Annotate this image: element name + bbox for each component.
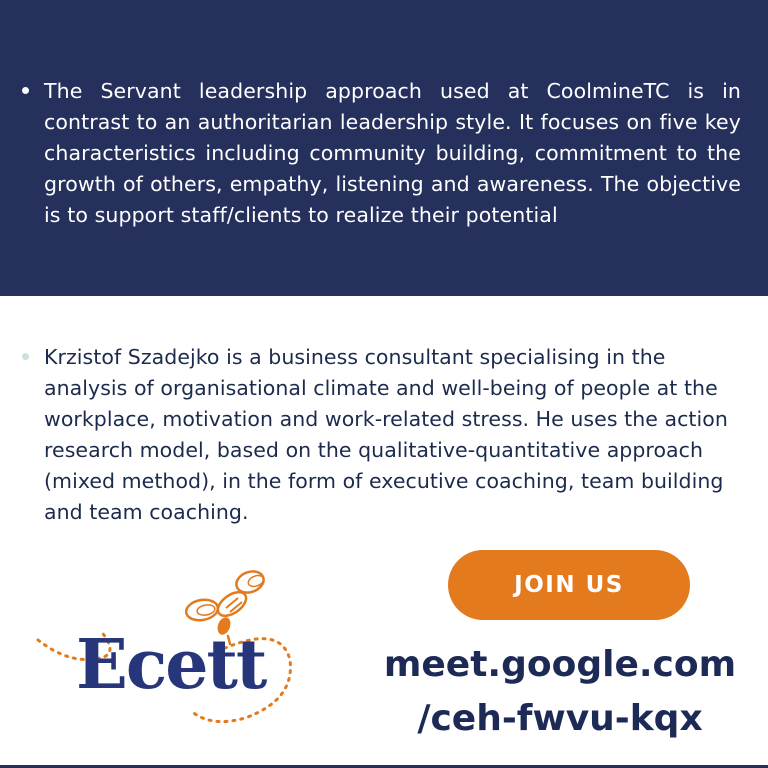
meeting-link-code[interactable]: /ceh-fwvu-kqx <box>417 698 703 739</box>
ecett-wordmark: Ecett <box>76 625 266 705</box>
speaker-bio-text: Krzistof Szadejko is a business consultant specialising in the analysis of organisational climate and well-being of people at the workplace, motivation and work-related stress. He uses the action research model, based on the qualitative-quantitative approach (mixed method), in the form of executive coaching, team building and team coaching. <box>44 345 728 524</box>
meeting-link[interactable] <box>360 638 760 746</box>
bullet-icon <box>22 87 29 94</box>
servant-leadership-bullet <box>22 76 752 231</box>
speaker-bio-bullet <box>22 342 752 528</box>
servant-leadership-text: The Servant leadership approach used at CoolmineTC is in contrast to an authoritarian leadership style. It focuses on five key characteristics including community building, commitment to the growth of others, empathy, listening and awareness. The objective is to support staff/clients to realize their potential <box>44 79 741 227</box>
join-us-button[interactable]: JOIN US <box>448 550 690 620</box>
meeting-link-domain[interactable]: meet.google.com <box>383 644 737 685</box>
bullet-icon <box>22 353 29 360</box>
